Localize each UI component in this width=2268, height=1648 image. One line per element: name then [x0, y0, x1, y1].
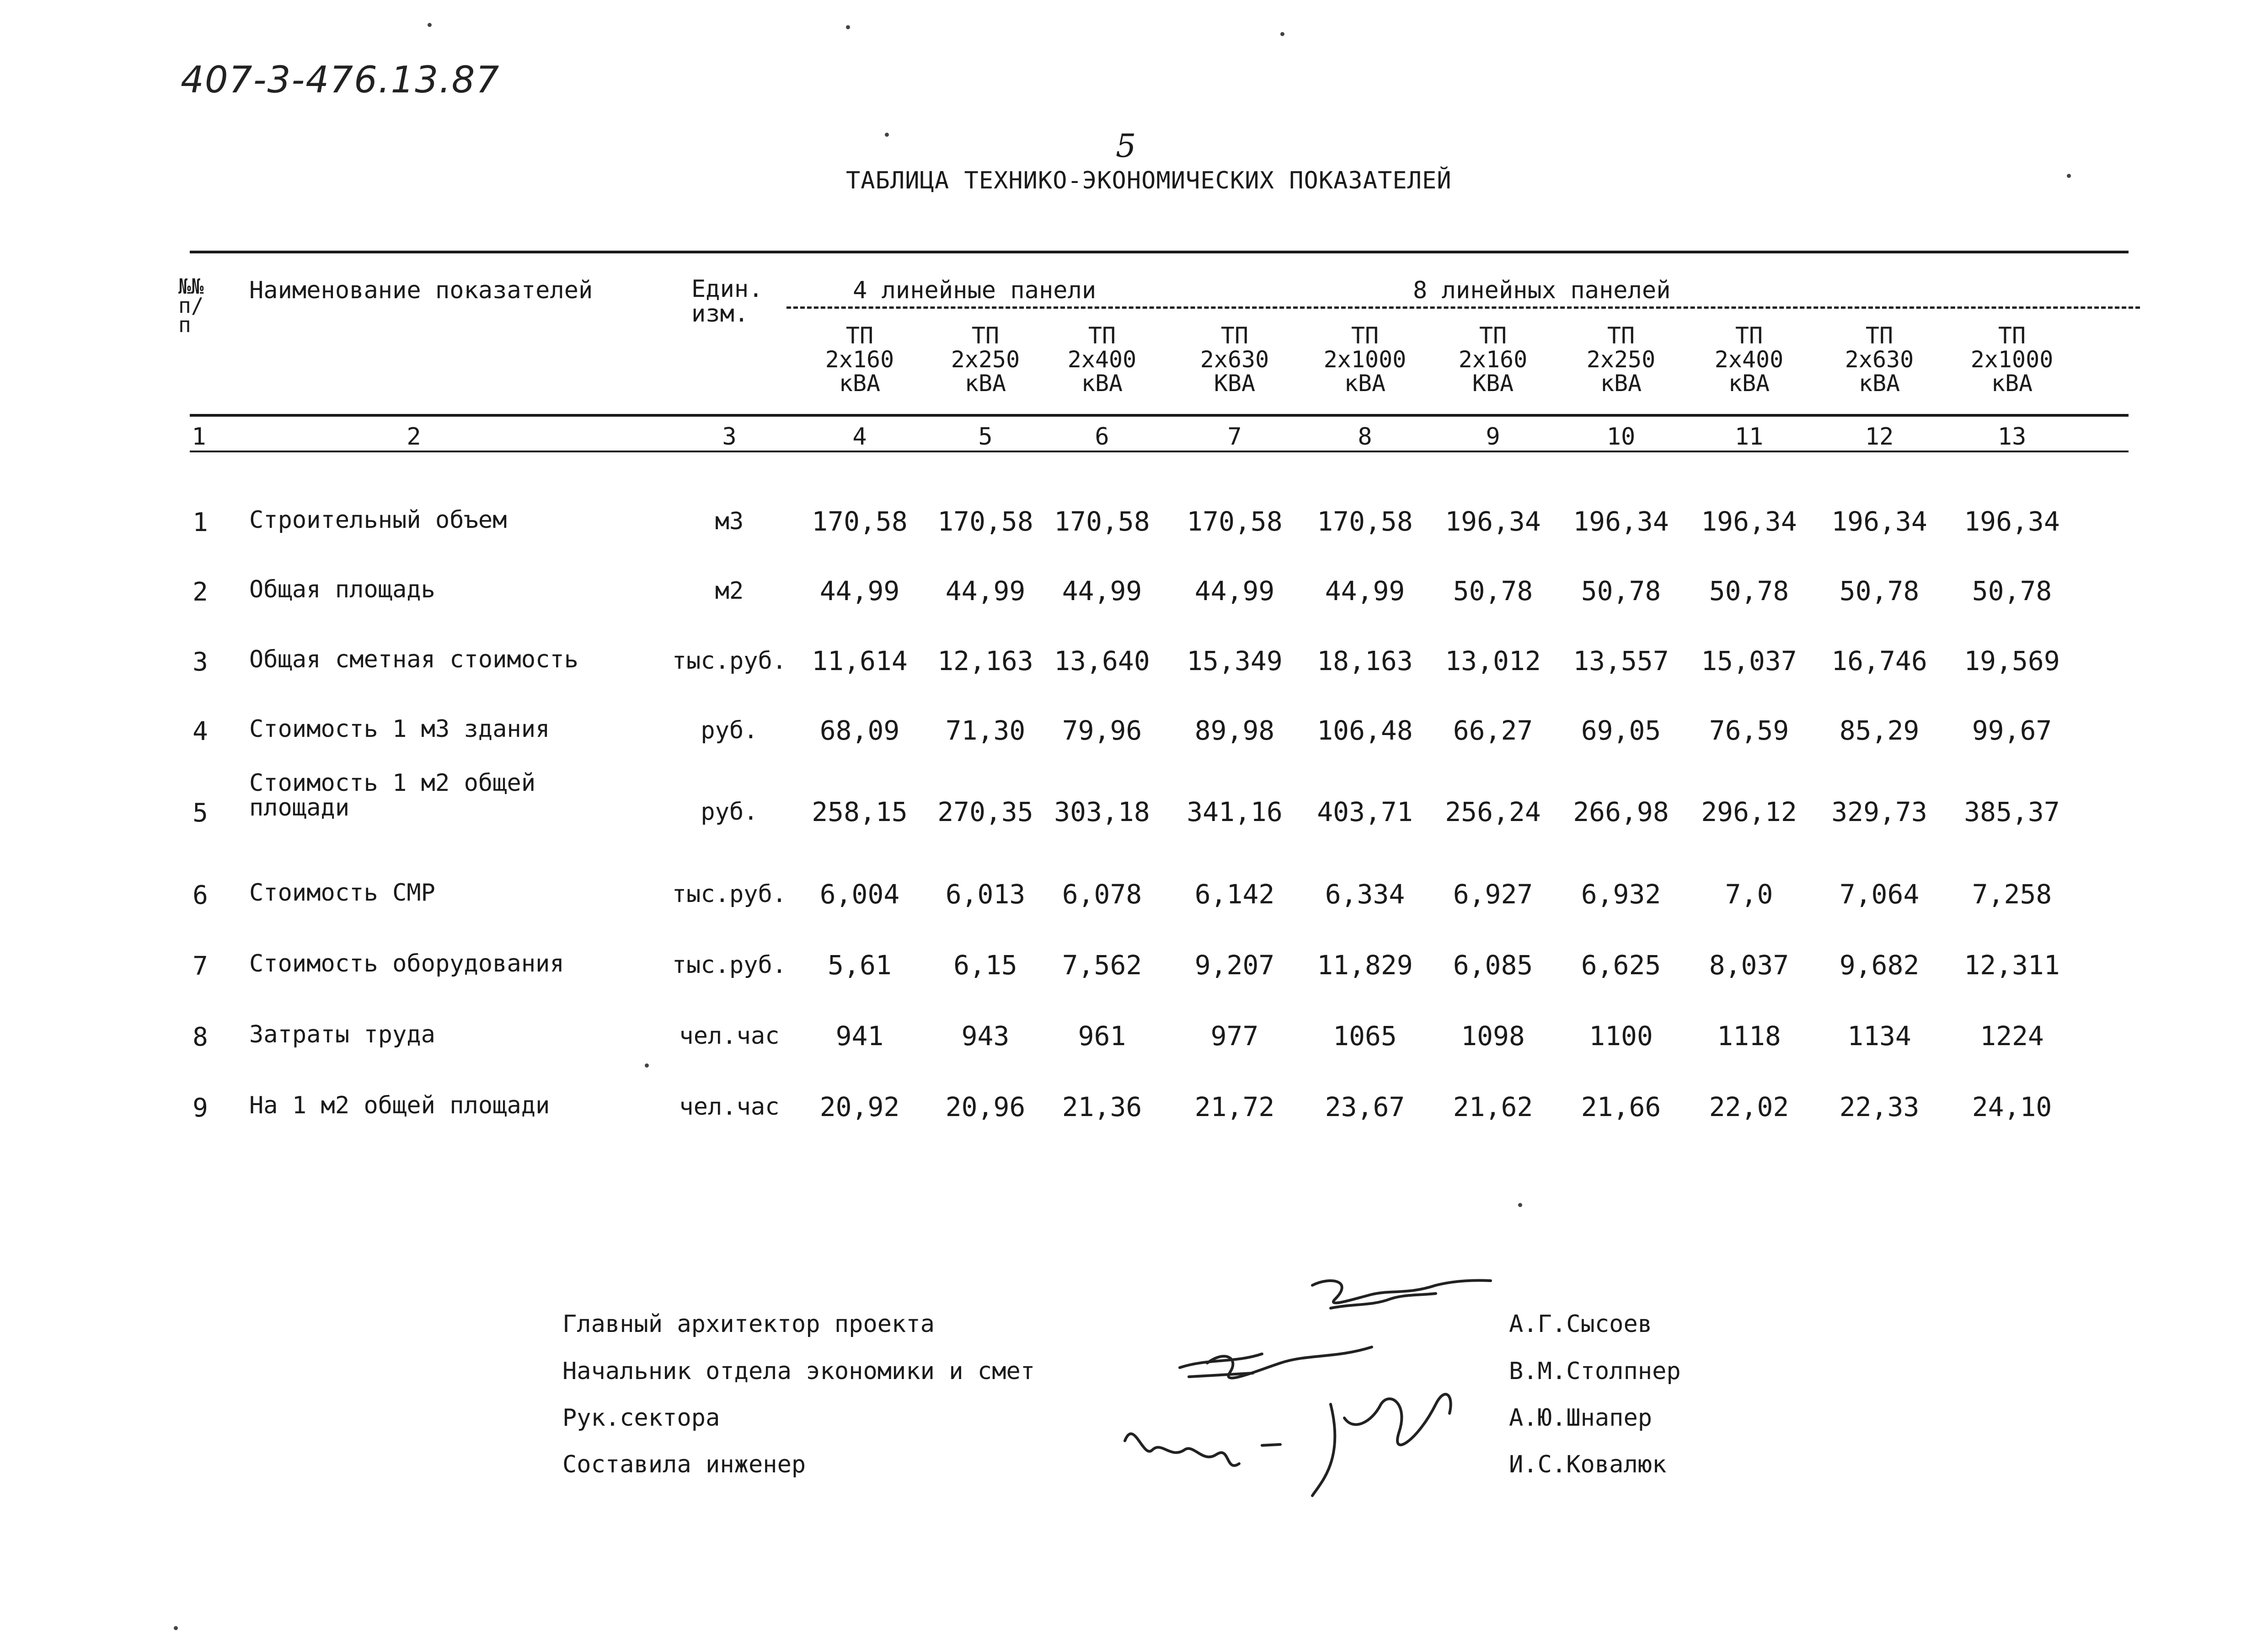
table-cell: 66,27: [1453, 715, 1533, 746]
table-cell: 50,78: [1972, 575, 2052, 607]
column-number: 5: [978, 423, 993, 451]
table-cell: 170,58: [1317, 506, 1413, 537]
table-cell: 13,012: [1445, 645, 1541, 676]
table-cell: 44,99: [1194, 575, 1275, 607]
row-label: Стоимость 1 м3 здания: [249, 715, 550, 743]
table-cell: 5,61: [828, 950, 892, 981]
signatory-name: И.С.Ковалюк: [1509, 1451, 1667, 1478]
table-cell: 89,98: [1194, 715, 1275, 746]
table-cell: 6,15: [953, 950, 1017, 981]
column-header-line: 2х630: [1845, 346, 1914, 373]
column-header: [1189, 324, 1280, 395]
row-label: Стоимость 1 м2 общей площади: [249, 769, 536, 821]
row-number: 8: [193, 1022, 208, 1052]
scan-speck: [1518, 1203, 1522, 1207]
row-unit: руб.: [701, 798, 758, 826]
table-cell: 44,99: [1062, 575, 1142, 607]
row-label: Общая сметная стоимость: [249, 646, 579, 673]
row-number: 1: [193, 508, 208, 537]
table-cell: 99,67: [1972, 715, 2052, 746]
column-header: [1447, 324, 1539, 395]
column-header-line: 2х250: [1586, 346, 1656, 373]
table-cell: 341,16: [1187, 796, 1283, 827]
table-cell: 13,557: [1573, 645, 1669, 676]
table-cell: 23,67: [1325, 1091, 1405, 1122]
table-cell: 961: [1078, 1020, 1126, 1052]
scan-speck: [428, 23, 432, 27]
column-header-line: кВА: [1600, 370, 1642, 397]
table-cell: 6,625: [1581, 950, 1661, 981]
table-cell: 85,29: [1839, 715, 1920, 746]
row-unit: чел.час: [679, 1093, 780, 1121]
scan-speck: [846, 25, 850, 29]
table-cell: 69,05: [1581, 715, 1661, 746]
table-cell: 50,78: [1709, 575, 1789, 607]
table-cell: 9,682: [1839, 950, 1920, 981]
row-number: 5: [193, 798, 208, 828]
signatory-role: Главный архитектор проекта: [562, 1310, 935, 1338]
column-number: 2: [407, 423, 421, 451]
column-header-line: ТП: [845, 322, 874, 349]
table-cell: 196,34: [1964, 506, 2060, 537]
table-cell: 941: [835, 1020, 884, 1052]
column-header-line: кВА: [1858, 370, 1900, 397]
column-header-line: ТП: [1998, 322, 2026, 349]
table-cell: 19,569: [1964, 645, 2060, 676]
table-cell: 270,35: [937, 796, 1033, 827]
table-cell: 9,207: [1194, 950, 1275, 981]
table-cell: 196,34: [1831, 506, 1927, 537]
row-unit: м3: [715, 508, 744, 535]
table-cell: 977: [1210, 1020, 1259, 1052]
table-cell: 50,78: [1581, 575, 1661, 607]
column-header: [1319, 324, 1411, 395]
column-header-line: 2х1000: [1323, 346, 1407, 373]
column-number: 3: [722, 423, 737, 451]
table-cell: 7,0: [1725, 879, 1773, 910]
table-cell: 21,36: [1062, 1091, 1142, 1122]
scan-speck: [885, 133, 889, 137]
table-cell: 1100: [1589, 1020, 1653, 1052]
table-cell: 6,078: [1062, 879, 1142, 910]
row-label: На 1 м2 общей площади: [249, 1092, 550, 1119]
header-group-8-panels: 8 линейных панелей: [1413, 277, 1671, 304]
header-name-label: Наименование показателей: [249, 277, 593, 304]
column-header: [814, 324, 905, 395]
table-cell: 44,99: [945, 575, 1026, 607]
column-header-line: ТП: [1865, 322, 1894, 349]
table-cell: 170,58: [937, 506, 1033, 537]
group-divider-rule: [786, 306, 2140, 309]
column-number: 11: [1734, 423, 1764, 451]
table-cell: 22,33: [1839, 1091, 1920, 1122]
column-header: [1966, 324, 2058, 395]
document-title: ТАБЛИЦА ТЕХНИКО-ЭКОНОМИЧЕСКИХ ПОКАЗАТЕЛЕЙ: [846, 167, 1452, 194]
row-number: 7: [193, 951, 208, 981]
scan-speck: [174, 1626, 178, 1630]
table-cell: 8,037: [1709, 950, 1789, 981]
row-unit: тыс.руб.: [672, 647, 787, 675]
table-cell: 258,15: [812, 796, 908, 827]
table-cell: 15,349: [1187, 645, 1283, 676]
row-label: Общая площадь: [249, 576, 435, 603]
column-number: 13: [1997, 423, 2027, 451]
table-cell: 76,59: [1709, 715, 1789, 746]
table-cell: 21,72: [1194, 1091, 1275, 1122]
table-cell: 15,037: [1701, 645, 1797, 676]
table-cell: 71,30: [945, 715, 1026, 746]
column-header-line: ТП: [1088, 322, 1116, 349]
table-cell: 6,932: [1581, 879, 1661, 910]
table-cell: 11,614: [812, 645, 908, 676]
column-header-line: кВА: [1081, 370, 1123, 397]
column-header-line: кВА: [1344, 370, 1386, 397]
table-cell: 943: [961, 1020, 1010, 1052]
column-header-line: кВА: [1991, 370, 2033, 397]
table-cell: 1065: [1333, 1020, 1397, 1052]
table-cell: 21,66: [1581, 1091, 1661, 1122]
table-cell: 7,258: [1972, 879, 2052, 910]
column-number: 9: [1486, 423, 1500, 451]
table-cell: 1118: [1717, 1020, 1781, 1052]
row-number: 3: [193, 647, 208, 677]
column-header: [1834, 324, 1925, 395]
column-number: 6: [1095, 423, 1109, 451]
table-cell: 6,013: [945, 879, 1026, 910]
header-group-4-panels: 4 линейные панели: [853, 277, 1097, 304]
column-header-line: КВА: [1214, 370, 1256, 397]
table-cell: 50,78: [1839, 575, 1920, 607]
column-header-line: ТП: [1735, 322, 1763, 349]
table-cell: 6,334: [1325, 879, 1405, 910]
scan-speck: [645, 1063, 649, 1068]
table-cell: 6,085: [1453, 950, 1533, 981]
table-cell: 303,18: [1054, 796, 1150, 827]
column-header-line: 2х1000: [1970, 346, 2054, 373]
column-number: 10: [1606, 423, 1636, 451]
scan-speck: [1280, 32, 1284, 36]
table-cell: 7,562: [1062, 950, 1142, 981]
column-header-line: кВА: [1728, 370, 1770, 397]
table-cell: 1224: [1980, 1020, 2044, 1052]
table-cell: 20,92: [819, 1091, 900, 1122]
column-header-line: ТП: [971, 322, 1000, 349]
row-label: Затраты труда: [249, 1021, 435, 1048]
row-unit: руб.: [701, 717, 758, 744]
column-header: [1575, 324, 1667, 395]
row-label: Строительный объем: [249, 506, 507, 534]
table-cell: 1098: [1461, 1020, 1525, 1052]
handwritten-signatures: [1116, 1267, 1500, 1514]
signatory-name: В.М.Столпнер: [1509, 1358, 1681, 1385]
column-header-line: ТП: [1220, 322, 1249, 349]
column-number: 8: [1358, 423, 1372, 451]
column-header-line: ТП: [1607, 322, 1635, 349]
table-cell: 196,34: [1701, 506, 1797, 537]
table-cell: 196,34: [1573, 506, 1669, 537]
column-header-line: 2х630: [1200, 346, 1269, 373]
column-header: [1703, 324, 1795, 395]
row-unit: тыс.руб.: [672, 880, 787, 908]
table-cell: 13,640: [1054, 645, 1150, 676]
column-header-line: 2х250: [951, 346, 1020, 373]
table-cell: 106,48: [1317, 715, 1413, 746]
column-header-line: ТП: [1479, 322, 1507, 349]
signatory-role: Рук.сектора: [562, 1404, 720, 1432]
column-numbers-rule: [190, 451, 2129, 452]
table-cell: 12,311: [1964, 950, 2060, 981]
column-header-line: кВА: [839, 370, 881, 397]
column-number: 4: [852, 423, 867, 451]
table-cell: 170,58: [1054, 506, 1150, 537]
table-cell: 22,02: [1709, 1091, 1789, 1122]
table-cell: 256,24: [1445, 796, 1541, 827]
table-cell: 44,99: [819, 575, 900, 607]
table-cell: 6,142: [1194, 879, 1275, 910]
table-cell: 170,58: [1187, 506, 1283, 537]
document-code: 407-3-476.13.87: [181, 59, 500, 101]
table-cell: 1134: [1847, 1020, 1911, 1052]
table-cell: 296,12: [1701, 796, 1797, 827]
table-cell: 385,37: [1964, 796, 2060, 827]
row-unit: м2: [715, 577, 744, 605]
table-cell: 12,163: [937, 645, 1033, 676]
header-number-label: №№ п/п: [178, 274, 204, 337]
column-header-line: КВА: [1472, 370, 1514, 397]
scan-speck: [2067, 174, 2071, 178]
table-cell: 196,34: [1445, 506, 1541, 537]
table-cell: 24,10: [1972, 1091, 2052, 1122]
table-cell: 16,746: [1831, 645, 1927, 676]
column-header-line: кВА: [964, 370, 1006, 397]
table-cell: 6,927: [1453, 879, 1533, 910]
table-cell: 44,99: [1325, 575, 1405, 607]
signatory-name: А.Ю.Шнапер: [1509, 1404, 1653, 1432]
table-cell: 21,62: [1453, 1091, 1533, 1122]
column-header: [940, 324, 1031, 395]
column-number: 1: [192, 423, 206, 451]
table-cell: 18,163: [1317, 645, 1413, 676]
row-unit: чел.час: [679, 1022, 780, 1050]
table-cell: 68,09: [819, 715, 900, 746]
column-header: [1056, 324, 1148, 395]
table-cell: 6,004: [819, 879, 900, 910]
table-cell: 20,96: [945, 1091, 1026, 1122]
row-number: 2: [193, 577, 208, 607]
row-number: 6: [193, 880, 208, 910]
column-header-line: 2х400: [1067, 346, 1137, 373]
column-header-line: 2х160: [1458, 346, 1528, 373]
signatory-role: Начальник отдела экономики и смет: [562, 1358, 1035, 1385]
signatory-name: А.Г.Сысоев: [1509, 1310, 1653, 1338]
signatory-role: Составила инженер: [562, 1451, 806, 1478]
table-cell: 7,064: [1839, 879, 1920, 910]
row-label: Стоимость СМР: [249, 879, 435, 907]
column-number: 12: [1865, 423, 1894, 451]
header-unit-label: Един. изм.: [691, 275, 763, 327]
table-cell: 79,96: [1062, 715, 1142, 746]
table-cell: 403,71: [1317, 796, 1413, 827]
page-number: 5: [1116, 127, 1136, 165]
table-cell: 329,73: [1831, 796, 1927, 827]
table-cell: 170,58: [812, 506, 908, 537]
header-bottom-rule: [190, 414, 2129, 417]
row-number: 9: [193, 1093, 208, 1123]
row-number: 4: [193, 717, 208, 746]
table-cell: 50,78: [1453, 575, 1533, 607]
column-number: 7: [1227, 423, 1242, 451]
row-unit: тыс.руб.: [672, 951, 787, 979]
column-header-line: 2х400: [1714, 346, 1784, 373]
row-label: Стоимость оборудования: [249, 950, 564, 977]
column-header-line: 2х160: [825, 346, 894, 373]
column-header-line: ТП: [1351, 322, 1379, 349]
table-cell: 266,98: [1573, 796, 1669, 827]
table-cell: 11,829: [1317, 950, 1413, 981]
table-top-rule: [190, 251, 2129, 253]
